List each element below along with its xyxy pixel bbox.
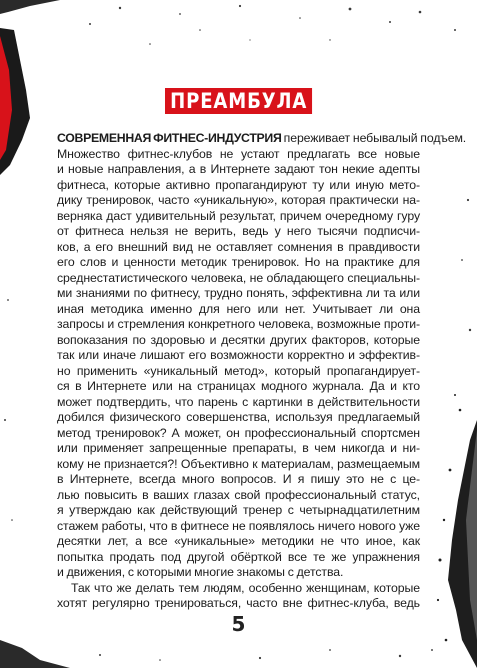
body-text — [57, 131, 467, 612]
text-line: хотят регулярно тренироваться, часто вне фитнес-клуба, ведь — [57, 596, 420, 610]
text-line: верняка даст удивительный результат, причем очередному гуру — [57, 208, 420, 223]
text-line: ков, а его внешний вид не оставляет сомнения в правдивости — [57, 239, 420, 254]
text-line: стажем работы, что в фитнесе не появлялось ничего нового уже — [57, 518, 420, 533]
text-line: и движения, с которыми многие знакомы с детства. — [57, 565, 344, 579]
text-line: от фитнеса нельзя не верить, ведь у него тысячи подписчи- — [57, 224, 420, 238]
text-line: метод тренировок? А может, он профессиональный спортсмен — [57, 425, 420, 440]
text-line: среднестатистического человека, не обладающего специальны- — [57, 270, 420, 285]
lead-phrase: СОВРЕМЕННАЯ ФИТНЕС-ИНДУСТРИЯ — [57, 131, 282, 145]
text-line: ми знаниями по фитнесу, трудно понять, эффективна ли та или — [57, 286, 420, 300]
text-line: Множество фитнес-клубов не устают предлагать все новые — [57, 146, 420, 161]
text-line: десятки лет, а все «уникальные» методики не что иное, как — [57, 534, 420, 548]
text-line: запросы и стремления конкретного человека, возможные проти- — [57, 317, 420, 331]
text-line: ся в Интернете или на страницах модного журнала. Да и кто — [57, 379, 420, 393]
text-line: СОВРЕМЕННАЯ ФИТНЕС-ИНДУСТРИЯ переживает небывалый подъем. — [57, 131, 467, 145]
text-line: но применить «уникальный метод», который пропагандирует- — [57, 363, 420, 378]
text-line: и новые направления, а в Интернете задают тон некие адепты — [57, 162, 420, 176]
page-number: 5 — [231, 612, 246, 636]
text-line: так или иначе лишают его возможности корректно и эффектив- — [57, 348, 420, 362]
text-line: иная методика именно для него или нет. Учитывает ли она — [57, 301, 420, 316]
text-line: может подтвердить, что парень с картинки в действительности — [57, 394, 420, 409]
text-line: лью повысить в ваших глазах свой профессиональный статус, — [57, 487, 420, 502]
text-line: я утверждаю как действующий тренер с четырнадцатилетним — [57, 503, 420, 517]
text-line: в Интернете, всегда много вопросов. И я пишу это не с це- — [57, 472, 420, 486]
text-line: попытка продать под другой обёрткой все те же упражнения — [57, 549, 420, 564]
section-heading: ПРЕАМБУЛА — [165, 88, 312, 114]
text-line: кому не признается?! Объективно к материалам, размещаемым — [57, 456, 420, 471]
text-line: фитнеса, которые активно пропагандируют ту или иную мето- — [57, 177, 420, 192]
text-line: добился физического совершенства, используя предлагаемый — [57, 410, 420, 424]
text-line: Так что же делать тем людям, особенно женщинам, которые — [71, 580, 420, 595]
text-line: или применяет запрещенные препараты, в чем никогда и ни- — [57, 441, 420, 455]
text-line: дику тренировок, часто «уникальную», которая практически на- — [57, 193, 420, 207]
text-line: вопоказания по здоровью и десятки других факторов, которые — [57, 332, 420, 347]
text-line: его слов и ценности методик тренировок. Но на практике для — [57, 255, 420, 269]
